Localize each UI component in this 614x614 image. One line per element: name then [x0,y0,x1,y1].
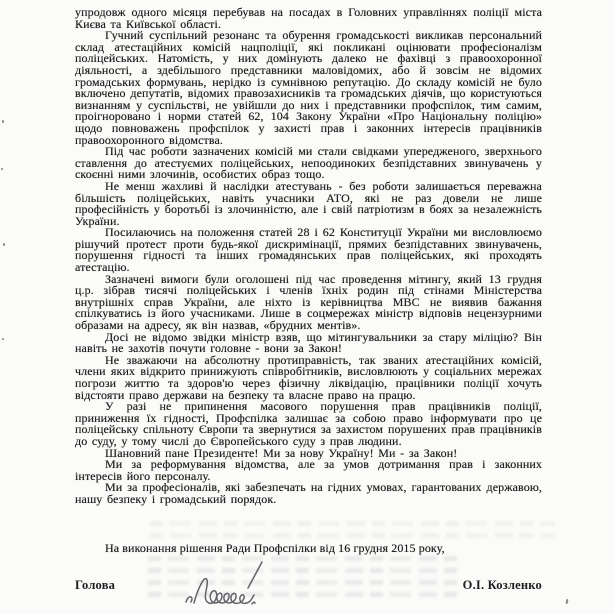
paragraph: Не зважаючи на абсолютну протиправність, так званих атестаційних комісій, члени яких відкрито принижують співробітників, висловлюють у соціальних мережах погрози життю та здоров'ю через фізичну ліквідацію, працівники поліції хочуть відстояти право держави на безпеку та власне право на працю. [75,352,542,402]
paragraph: Під час роботи зазначених комісій ми стали свідками упередженого, зверхнього ставлення до атестуємих поліцейських, непоодиноких безпідставних звинувачень у скоєнні ними злочинів, особистих образ тощо. [75,144,542,182]
scan-speck [1,168,3,170]
paragraph: Шановний пане Президенте! Ми за нову Україну! Ми - за Закон! [105,445,458,460]
paragraph: упродовж одного місяця перебував на посадах в Головних управліннях поліції міста Києва та Київської області. [75,5,542,31]
signatory-name: О.І. Козленко [462,577,542,592]
scan-speck [566,599,569,604]
paragraph: Гучний суспільний резонанс та обурення громадськості викликав персональний склад атестаційних комісій нацполіції, які покликані оцінювати професіоналізм поліцейських. Натомість, у них домінують далеко не фахівці з правоохоронної діяльності, а здебільшого представники маловідомих, або й зовсім не відомих громадських формувань, нерідко із сумнівною репутацію. До складу комісій не було включено депутатів, відомих правозахисників та громадських діячів, що користуються визнанням у суспільстві, не увійшли до них і представники профспілок, тим самим, проігноровано і норми статей 62, 104 Закону України «Про Національну поліцію» щодо повноважень профспілок у захисті прав і законних інтересів працівників правоохоронного відомства. [75,28,542,147]
paragraph: Ми за професіоналів, які забезпечать на гідних умовах, гарантованих державою, нашу безпеку і громадський порядок. [75,480,542,506]
scan-speck [2,338,4,340]
paragraph: У разі не припинення масового порушення прав працівників поліції, приниження їх гідності, Профспілка залишає за собою право інформувати про це поліцейську спільноту Європи та звернутися за захистом порушених прав працівників до суду, у тому числі до Європейського суду з прав людини. [75,399,542,448]
letter-body [75,7,542,506]
signature-row [75,578,542,593]
paragraph: Не менш жахливі й наслідки атестувань - без роботи залишається переважна більшість поліцейських, навіть учасники АТО, які не раз довели не лише професійність у боротьбі із злочинністю, але і свій патріотизм в боях за незалежність України. [75,178,542,228]
execution-line: На виконання рішення Ради Профспілки від 16 грудня 2015 року, [105,540,445,555]
paragraph: Досі не відомо звідки міністр взяв, що мітингувальники за стару міліцію? Він навіть не захотів почути головне - вони за Закон! [75,329,542,356]
paragraph: Зазначені вимоги були оголошені під час проведення мітингу, який 13 грудня ц.р. зібрав тисячі поліцейських і членів їхніх родин під стінами Міністерства внутрішніх справ України, але ніхто із керівництва МВС не виявив бажання спілкуватись із його учасниками. Лише в соцмережах міністр відповів нецензурними образами на адресу, як він назвав, «брудних ментів». [75,271,542,333]
paragraph: Посилаючись на положення статей 28 і 62 Конституції України ми висловлюємо рішучий протест проти будь-якої дискримінації, прямих безпідставних звинувачень, порушення гідності та інших громадянських прав поліцейських, які проходять атестацію. [75,225,542,275]
scan-speck [3,243,5,246]
scan-speck [2,120,4,123]
signatory-role: Голова [75,577,116,592]
paragraph: Ми за реформування відомства, але за умов дотримання прав і законних інтересів його персоналу. [75,457,542,483]
signature-icon [178,558,282,612]
